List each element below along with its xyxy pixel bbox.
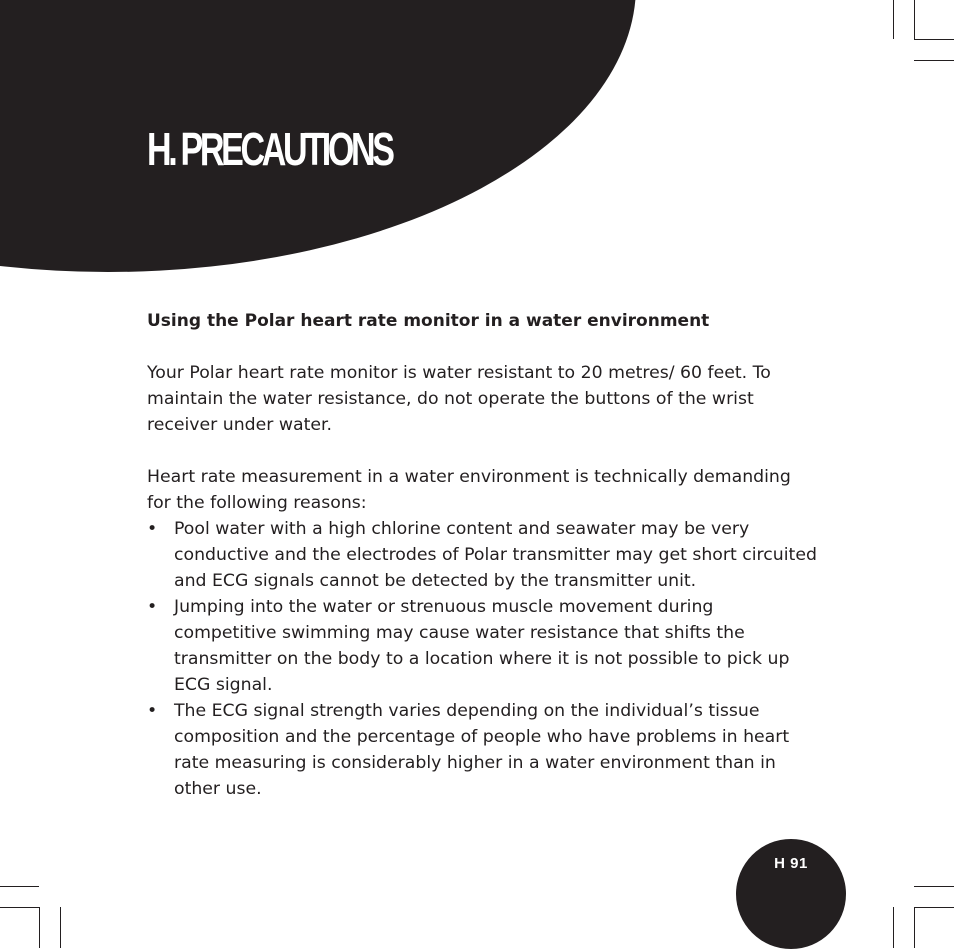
list-item-text: Pool water with a high chlorine content and seawater may be very conductive and the electrodes of Polar transmitter may get short circuited and ECG signals cannot be detected by the transmitter unit. (174, 519, 817, 591)
paragraph-water-resistance: Your Polar heart rate monitor is water resistant to 20 metres/ 60 feet. To maintain the water resistance, do not operate the buttons of the wrist receiver under water. (147, 363, 771, 435)
crop-mark-bottom-right-h2 (914, 907, 954, 908)
crop-mark-top-right-v (893, 0, 894, 39)
crop-mark-bottom-right-h (914, 886, 954, 887)
bullet-icon: • (147, 701, 158, 721)
page-title: H. PRECAUTIONS (147, 123, 392, 175)
crop-mark-top-right-h2 (914, 60, 954, 61)
section-heading: Using the Polar heart rate monitor in a water environment (147, 311, 710, 331)
bullet-icon: • (147, 519, 158, 539)
page-number: H 91 (774, 855, 808, 872)
list-item (147, 698, 819, 802)
crop-mark-top-right-h (914, 39, 954, 40)
reasons-list (147, 516, 819, 802)
crop-mark-bottom-right-v (893, 907, 894, 948)
paragraph-reasons-intro: Heart rate measurement in a water environment is technically demanding for the following reasons: (147, 467, 791, 513)
page-number-badge (736, 839, 846, 949)
list-item-text: The ECG signal strength varies depending on the individual’s tissue composition and the percentage of people who have problems in heart rate measuring is considerably higher in a water environment than in other use. (174, 701, 790, 799)
crop-mark-bottom-left-v (39, 907, 40, 948)
crop-mark-top-right-v2 (914, 0, 915, 39)
crop-mark-bottom-left-h2 (0, 907, 39, 908)
crop-mark-bottom-right-v2 (914, 907, 915, 948)
list-item (147, 594, 819, 698)
list-item (147, 516, 819, 594)
body-content (147, 308, 819, 802)
list-item-text: Jumping into the water or strenuous muscle movement during competitive swimming may cause water resistance that shifts the transmitter on the body to a location where it is not possible to pick up ECG signal. (174, 597, 790, 695)
bullet-icon: • (147, 597, 158, 617)
crop-mark-bottom-left-v2 (60, 907, 61, 948)
crop-mark-bottom-left-h (0, 886, 39, 887)
